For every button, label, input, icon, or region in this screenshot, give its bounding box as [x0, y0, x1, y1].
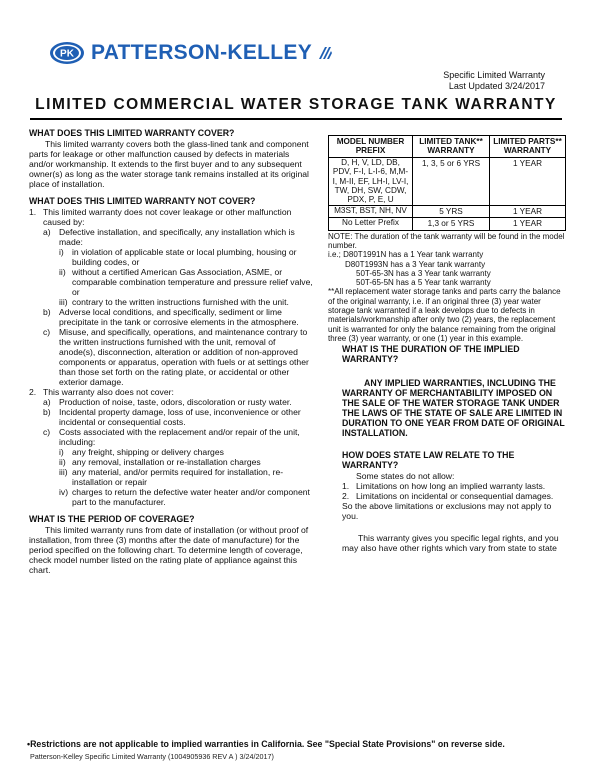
last-updated: Last Updated 3/24/2017 — [448, 81, 545, 91]
list-text: Misuse, and specifically, operations, and maintenance contrary to the written instructions furnished with the unit, removal of anode(s), disconnection, alteration or addition of non-approved components or apparatus, operation with fuels or at settings other than those set forth on the rating plate, or accidental or other exterior damage. — [59, 327, 309, 387]
example-intro: i.e.; — [328, 250, 344, 260]
list-item — [29, 227, 313, 247]
list-item — [29, 267, 313, 297]
list-marker: iii) — [59, 467, 68, 477]
list-text: contrary to the written instructions furnished with the unit. — [72, 297, 289, 307]
list-marker: ii) — [59, 457, 66, 467]
list-item — [29, 247, 313, 267]
period-heading: WHAT IS THE PERIOD OF COVERAGE? — [29, 514, 195, 524]
list-marker: b) — [43, 307, 51, 317]
table-row — [329, 218, 566, 230]
list-marker: 1. — [342, 481, 350, 492]
list-marker: c) — [43, 327, 51, 337]
list-marker: 1. — [29, 207, 37, 217]
list-text: Adverse local conditions, and specifically, sediment or lime precipitate in the tank or corrosive elements in the atmosphere. — [59, 307, 299, 327]
list-text: any freight, shipping or delivery charges — [72, 447, 224, 457]
table-cell: 1,3 or 5 YRS — [413, 218, 490, 230]
list-item — [29, 307, 313, 327]
example-line: 50T-65-5N has a 5 Year tank warranty — [356, 278, 491, 288]
list-marker: ii) — [59, 267, 66, 277]
not-cover-heading: WHAT DOES THIS LIMITED WARRANTY NOT COVER? — [29, 196, 256, 206]
list-text: charges to return the defective water heater and/or component part to the manufacturer. — [72, 487, 310, 507]
state-law-intro: Some states do not allow: — [356, 471, 455, 482]
list-text: Limitations on incidental or consequential damages. — [356, 491, 554, 502]
list-text: Defective installation, and specifically, any installation which is made: — [59, 227, 295, 247]
table-cell: 1 YEAR — [490, 218, 566, 230]
state-law-heading: HOW DOES STATE LAW RELATE TO THE WARRANTY? — [342, 450, 515, 471]
list-text: This limited warranty does not cover leakage or other malfunction caused by: — [43, 207, 292, 227]
table-cell: 1, 3, 5 or 6 YRS — [413, 157, 490, 205]
list-marker: iv) — [59, 487, 69, 497]
stripes-icon — [317, 45, 333, 61]
list-marker: b) — [43, 407, 51, 417]
list-text: Incidental property damage, loss of use, inconvenience or other incidental or consequential costs. — [59, 407, 301, 427]
list-item — [342, 481, 566, 491]
table-notes — [328, 232, 566, 344]
implied-heading: WHAT IS THE DURATION OF THE IMPLIED WARRANTY? — [342, 344, 520, 365]
example-text: D80T1991N has a 1 Year tank warranty — [343, 250, 484, 260]
right-column — [328, 135, 566, 553]
list-item — [29, 427, 313, 447]
logo-mark-text: PK — [60, 48, 74, 60]
implied-text: ANY IMPLIED WARRANTIES, INCLUDING THE WARRANTY OF MERCHANTABILITY IMPOSED ON THE SALE OF THE WATER STORAGE TANK UNDER THE LAWS OF THE STATE OF SALE ARE LIMITED IN DURATION TO ONE YEAR FROM DATE OF ORIGINAL INSTALLATION. — [342, 378, 565, 439]
list-item — [29, 447, 313, 457]
footer-document-id: Patterson-Kelley Specific Limited Warranty (1004905936 REV A ) 3/24/2017) — [30, 752, 274, 761]
list-marker: 2. — [342, 491, 350, 502]
warranty-table — [328, 135, 566, 231]
list-item — [29, 467, 313, 487]
table-cell: D, H, V, LD, DB, PDV, F-I, L-I-6, M,M-I, M-II, EF, LH-I, LV-I, TW, DH, SW, CDW, PDX, P, E, U — [329, 157, 413, 205]
list-marker: 2. — [29, 387, 37, 397]
list-item — [29, 207, 313, 227]
list-marker: i) — [59, 447, 64, 457]
list-text: Limitations on how long an implied warranty lasts. — [356, 481, 546, 492]
table-cell: 1 YEAR — [490, 205, 566, 217]
table-cell: No Letter Prefix — [329, 218, 413, 230]
list-text: any material, and/or permits required for installation, re-installation or repair — [72, 467, 284, 487]
list-item — [29, 397, 313, 407]
list-item — [29, 297, 313, 307]
footer-note: •Restrictions are not applicable to implied warranties in California. See "Special State Provisions" on reverse side. — [27, 739, 505, 749]
pk-logo-icon — [49, 41, 85, 65]
table-cell: 1 YEAR — [490, 157, 566, 205]
rights-text: This warranty gives you specific legal rights, and you may also have other rights which vary from state to state — [342, 533, 559, 554]
table-cell: M3ST, BST, NH, NV — [329, 205, 413, 217]
list-marker: a) — [43, 397, 51, 407]
table-cell: 5 YRS — [413, 205, 490, 217]
note-text: NOTE: The duration of the tank warranty will be found in the model number. — [328, 231, 565, 250]
list-marker: c) — [43, 427, 51, 437]
title-divider — [30, 118, 562, 120]
replacement-note: **All replacement water storage tanks and parts carry the balance of the original warranty, i.e. if an original three (3) year water storage tank warranted if a leak develops due to defects in materials/workmanship after only two (2) years, the replacement unit is warranted for only the balance remaining from the original three (3) year warranty, or one (1) year in this example. — [328, 287, 561, 343]
list-item — [29, 487, 313, 507]
list-text: without a certified American Gas Association, ASME, or comparable combination temperature and pressure relief valve, or — [72, 267, 313, 297]
list-text: This warranty also does not cover: — [43, 387, 174, 397]
list-text: in violation of applicable state or local plumbing, housing or building codes, or — [72, 247, 297, 267]
state-law-outro: So the above limitations or exclusions may not apply to you. — [342, 501, 552, 522]
page-title: LIMITED COMMERCIAL WATER STORAGE TANK WARRANTY — [35, 96, 557, 113]
document-type: Specific Limited Warranty — [443, 70, 545, 80]
list-item — [342, 491, 566, 501]
list-item — [29, 407, 313, 427]
list-marker: i) — [59, 247, 64, 257]
list-item — [29, 387, 313, 397]
brand-logo — [49, 40, 333, 66]
cover-heading: WHAT DOES THIS LIMITED WARRANTY COVER? — [29, 128, 235, 138]
list-marker: iii) — [59, 297, 68, 307]
example-line — [328, 250, 566, 259]
table-row — [329, 157, 566, 205]
list-text: any removal, installation or re-installation charges — [72, 457, 261, 467]
list-text: Production of noise, taste, odors, discoloration or rusty water. — [59, 397, 292, 407]
table-row — [329, 205, 566, 217]
list-item — [29, 457, 313, 467]
table-header-row — [329, 136, 566, 158]
example-line: D80T1993N has a 3 Year tank warranty — [345, 259, 486, 269]
cover-text: This limited warranty covers both the glass-lined tank and component parts for leakage or other malfunction caused by defects in materials and/or workmanship. It extends to the first buyer and to any subsequent owner(s) as long as the water storage tank remains installed at its original place of installation. — [29, 139, 309, 189]
column-header: LIMITED TANK** WARRANTY — [413, 136, 490, 158]
column-header: LIMITED PARTS** WARRANTY — [490, 136, 566, 158]
document-meta — [443, 70, 545, 92]
left-column — [29, 128, 313, 575]
period-text: This limited warranty runs from date of installation (or without proof of installation, from three (3) months after the date of manufacture) for the period specified on the following chart. To determine length of coverage, check model number listed on the rating plate of appliance against this chart. — [29, 525, 309, 575]
brand-name: PATTERSON-KELLEY — [91, 41, 313, 64]
list-text: Costs associated with the replacement and/or repair of the unit, including: — [59, 427, 300, 447]
column-header: MODEL NUMBER PREFIX — [329, 136, 413, 158]
example-line: 50T-65-3N has a 3 Year tank warranty — [356, 268, 491, 278]
list-item — [29, 327, 313, 387]
list-marker: a) — [43, 227, 51, 237]
